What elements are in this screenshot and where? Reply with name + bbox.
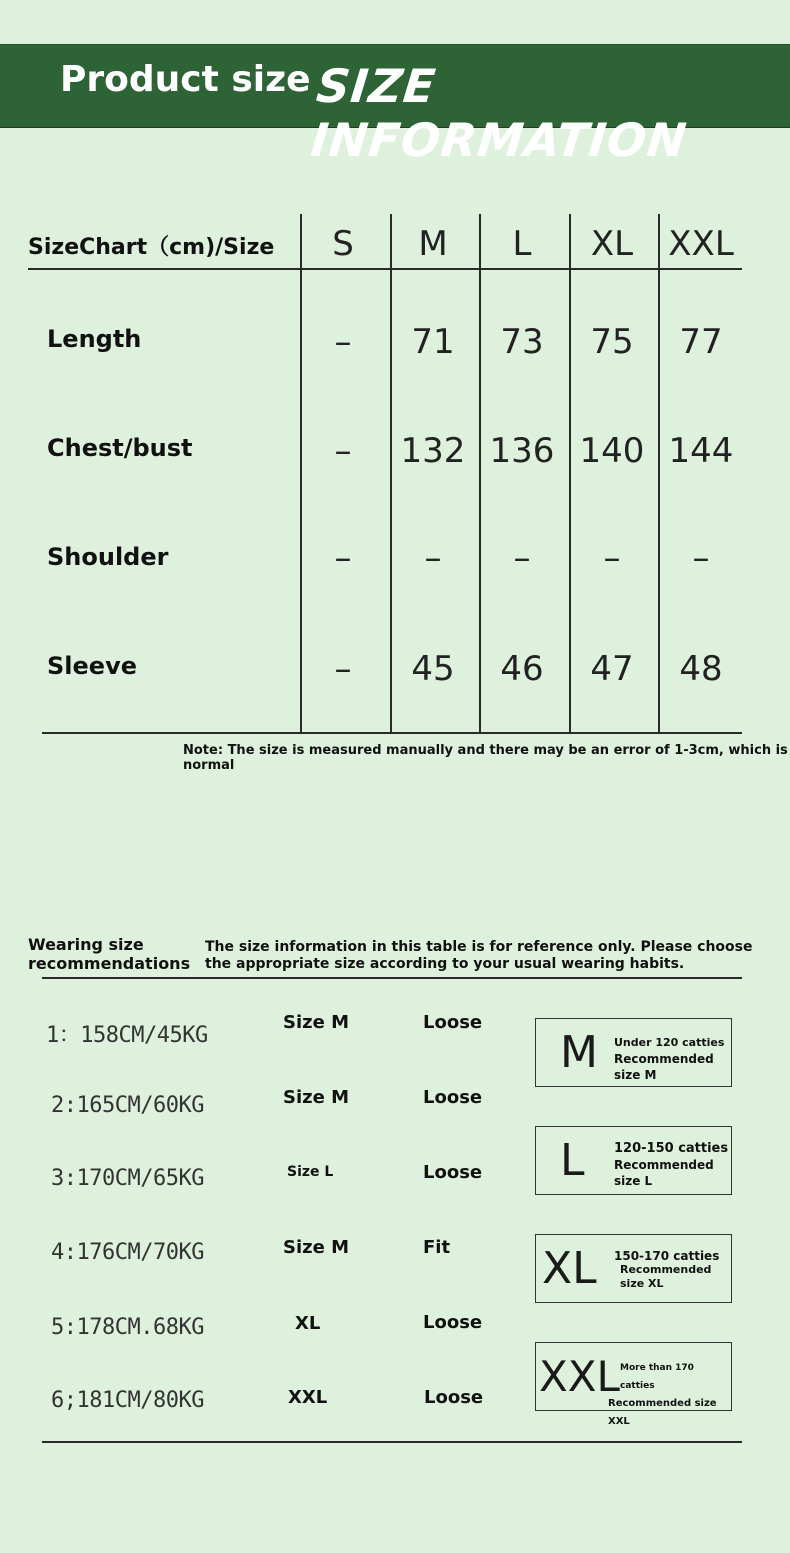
size-box-xxl (535, 1342, 732, 1427)
column-header-l: L (512, 224, 532, 264)
size-box-line: Recommended (620, 1263, 712, 1276)
fit-type: Loose (423, 1162, 483, 1183)
header-title: Product size (60, 59, 311, 100)
size-box-line: Recommended (614, 1158, 714, 1172)
table-cell: – (603, 538, 621, 578)
table-cell: 136 (489, 431, 555, 471)
table-cell: 48 (679, 649, 723, 689)
table-cell: 144 (668, 431, 734, 471)
column-header-xl: XL (590, 224, 634, 264)
person-measure: 1：158CM/45KG (46, 1023, 208, 1048)
wearing-desc-line1: The size information in this table is for reference only. Please choose (205, 939, 753, 955)
size-box-letter: M (560, 1027, 598, 1078)
table-cell: 75 (590, 322, 634, 362)
fit-type: Fit (423, 1237, 451, 1258)
row-label-shoulder: Shoulder (47, 543, 169, 571)
person-measure: 3:170CM/65KG (51, 1166, 204, 1191)
size-box-line: Under 120 catties (614, 1036, 725, 1049)
fit-type: Loose (423, 1012, 483, 1033)
table-cell: 71 (411, 322, 455, 362)
recommended-size: XXL (288, 1387, 328, 1408)
table-cell: – (334, 431, 352, 471)
row-label-length: Length (47, 325, 142, 353)
row-label-chest: Chest/bust (47, 434, 193, 462)
size-box-line: size L (614, 1174, 653, 1188)
wearing-title-line2: recommendations (28, 954, 191, 973)
measurement-note: Note: The size is measured manually and there may be an error of 1-3cm, which is normal (183, 743, 788, 773)
table-cell: 140 (579, 431, 645, 471)
row-label-sleeve: Sleeve (47, 652, 137, 680)
size-box-text (614, 1141, 728, 1189)
wearing-title-line1: Wearing size (28, 935, 144, 954)
table-cell: – (334, 538, 352, 578)
header-divider (28, 268, 742, 270)
size-box-text (608, 1359, 731, 1431)
wearing-description (205, 939, 753, 973)
fit-type: Loose (424, 1387, 484, 1408)
size-box-letter: XXL (539, 1352, 620, 1401)
size-box-m (535, 1018, 732, 1087)
table-cell: – (334, 322, 352, 362)
size-box-letter: XL (542, 1243, 597, 1294)
wearing-desc-line2: the appropriate size according to your usual wearing habits. (205, 956, 685, 972)
table-cell: 47 (590, 649, 634, 689)
size-chart-heading: SizeChart（cm)/Size (28, 235, 275, 260)
recommended-size: XL (295, 1313, 321, 1334)
wearing-title (28, 935, 190, 973)
recommended-size: Size M (283, 1237, 349, 1258)
size-box-line: 150-170 catties (614, 1249, 720, 1263)
table-cell: 46 (500, 649, 544, 689)
size-box-line: More than 170 catties (620, 1363, 694, 1391)
table-cell: – (334, 649, 352, 689)
table-cell: – (692, 538, 710, 578)
size-box-line: size M (614, 1068, 657, 1082)
size-box-xl (535, 1234, 732, 1303)
size-box-text (614, 1249, 719, 1291)
fit-type: Loose (423, 1087, 483, 1108)
table-cell: 132 (400, 431, 466, 471)
wearing-bottom-divider (42, 1441, 742, 1443)
person-measure: 5:178CM.68KG (51, 1315, 204, 1340)
column-header-s: S (332, 224, 354, 264)
table-cell: 73 (500, 322, 544, 362)
size-box-letter: L (560, 1135, 585, 1186)
person-measure: 4:176CM/70KG (51, 1240, 204, 1265)
person-measure: 6;181CM/80KG (51, 1388, 204, 1413)
recommended-size: Size L (287, 1164, 334, 1180)
size-box-text (614, 1035, 724, 1083)
size-box-l (535, 1126, 732, 1195)
recommended-size: Size M (283, 1012, 349, 1033)
size-box-line: 120-150 catties (614, 1141, 729, 1156)
size-box-line: Recommended size XXL (608, 1398, 717, 1427)
size-box-line: size XL (620, 1277, 664, 1290)
header-subtitle: SIZE INFORMATION (308, 59, 690, 167)
table-bottom-border (42, 732, 742, 734)
size-box-line: Recommended (614, 1052, 714, 1066)
fit-type: Loose (423, 1312, 483, 1333)
table-cell: 45 (411, 649, 455, 689)
table-cell: – (424, 538, 442, 578)
header-banner (0, 44, 790, 167)
column-header-xxl: XXL (668, 224, 734, 264)
wearing-top-divider (42, 977, 742, 979)
table-cell: 77 (679, 322, 723, 362)
table-cell: – (513, 538, 531, 578)
person-measure: 2:165CM/60KG (51, 1093, 204, 1118)
column-header-m: M (418, 224, 448, 264)
recommended-size: Size M (283, 1087, 349, 1108)
